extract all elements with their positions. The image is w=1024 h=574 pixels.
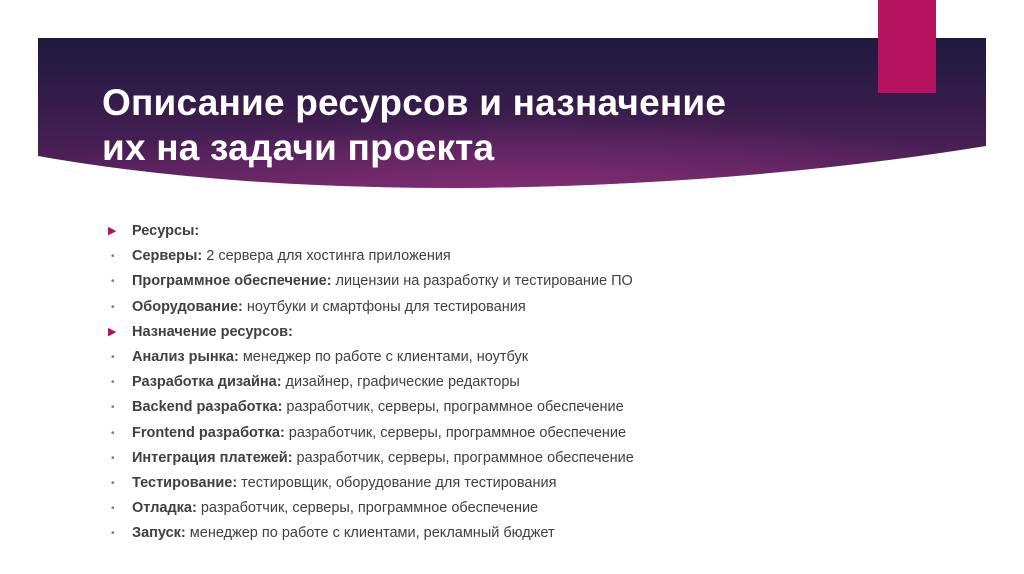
list-item-label: Запуск: [132,525,186,542]
list-item-label: Frontend разработка: [132,424,285,441]
list-item-label: Назначение ресурсов: [132,323,293,340]
list-item-label: Ресурсы: [132,223,200,239]
list-item-description: разработчик, серверы, программное обеспечение [282,399,624,416]
list-item-text [132,521,555,546]
list-item-label: Отладка: [132,500,197,517]
triangle-bullet-icon: ▶ [108,325,117,338]
list-item-text [132,345,528,370]
list-item-description: менеджер по работе с клиентами, ноутбук [238,348,529,365]
dot-bullet-icon: • [111,351,115,363]
dot-bullet-icon: • [111,477,115,489]
list-item [108,345,928,370]
list-item-description: разработчик, серверы, программное обеспечение [292,449,634,466]
list-item-text [132,471,556,496]
triangle-bullet-icon: ▶ [108,225,117,237]
list-item [108,446,928,471]
list-item [108,395,928,420]
list-item-text [132,421,626,446]
list-item-label: Разработка дизайна: [132,374,282,391]
list-item-label: Интеграция платежей: [132,449,293,466]
list-item-description: 2 сервера для хостинга приложения [202,248,451,265]
list-item [108,471,928,496]
list-item [108,421,928,446]
list-item-description: тестировщик, оборудование для тестирования [237,474,557,491]
list-item [108,244,928,269]
list-item [108,295,928,320]
list-item-label: Backend разработка: [132,399,283,416]
list-item-label: Оборудование: [132,298,243,315]
dot-bullet-icon: • [111,301,115,313]
dot-bullet-icon: • [111,452,115,464]
dot-bullet-icon: • [111,251,115,263]
dot-bullet-icon: • [111,528,115,540]
list-item [108,370,928,395]
list-item-description: дизайнер, графические редакторы [281,374,520,391]
list-item [108,269,928,294]
section-heading-item [108,219,928,244]
dot-bullet-icon: • [111,377,115,389]
list-item-description: менеджер по работе с клиентами, рекламный бюджет [185,525,555,542]
list-item-text [132,395,624,420]
dot-bullet-icon: • [111,503,115,515]
list-item [108,521,928,546]
title-banner [38,38,986,190]
list-item-text [132,496,538,521]
dot-bullet-icon: • [111,402,115,414]
list-item [108,496,928,521]
content-list [108,219,928,546]
list-item-text [132,370,520,395]
accent-tab [878,0,936,93]
slide-title: Описание ресурсов и назначение их на задачи проекта [102,82,727,168]
list-item-text [132,244,451,269]
list-item-text [132,219,199,244]
list-item-label: Программное обеспечение: [132,273,332,290]
list-item-description: ноутбуки и смартфоны для тестирования [242,298,526,315]
dot-bullet-icon: • [111,276,115,288]
list-item-description: разработчик, серверы, программное обеспечение [196,500,539,517]
list-item-text [132,295,526,320]
list-item-text [132,320,293,345]
list-item-text [132,269,633,294]
section-heading-item [108,320,928,345]
list-item-text [132,446,634,471]
list-item-label: Тестирование: [132,474,238,491]
dot-bullet-icon: • [111,427,115,439]
list-item-label: Серверы: [132,248,203,265]
list-item-description: лицензии на разработку и тестирование ПО [331,273,633,290]
list-item-label: Анализ рынка: [132,348,239,365]
list-item-description: разработчик, серверы, программное обеспечение [284,424,627,441]
